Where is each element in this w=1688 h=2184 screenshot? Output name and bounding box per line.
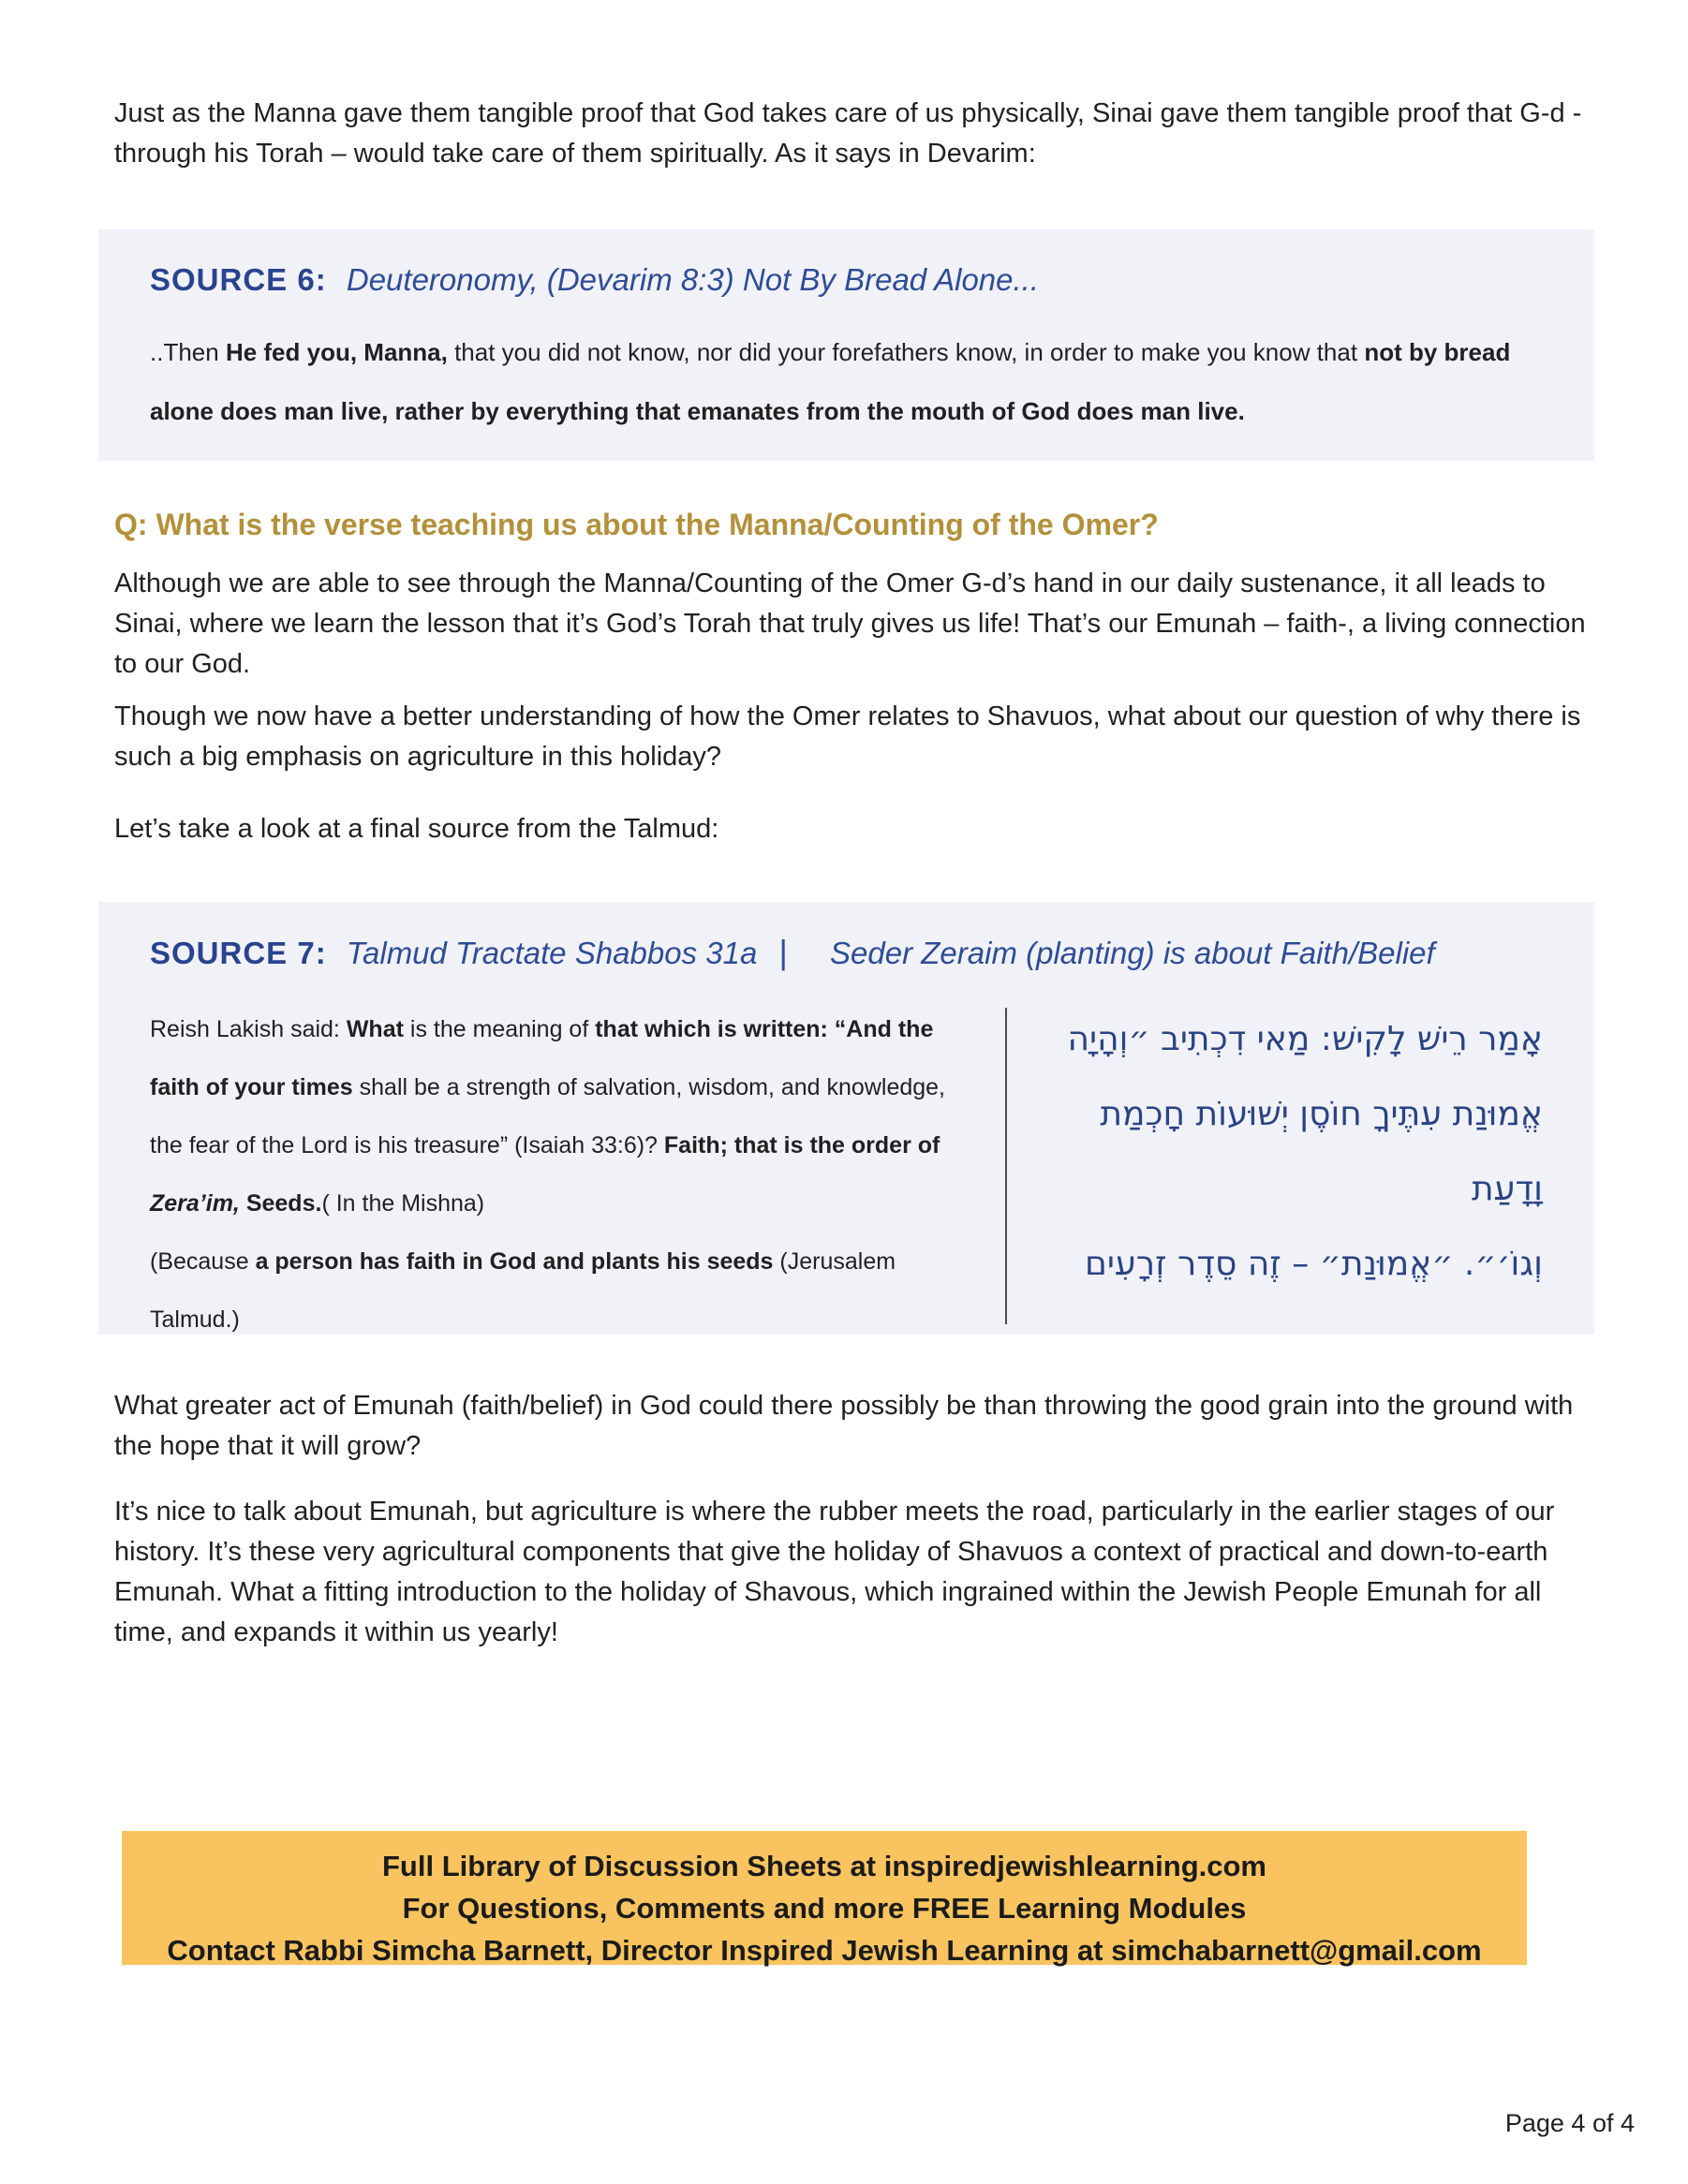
source7-english-text: Reish Lakish said: What is the meaning of that which is written: “And the faith of your times shall be a strength of salvation, wisdom, and knowledge, the fear of the Lord is his treasure” (Isaiah 33:6)? Faith; that is the order of Zera’im, Seeds.( In the Mishna) (Because a person has faith in God and plants his seeds (Jerusalem Talmud.) (150, 1016, 945, 1333)
source7-label: SOURCE 7: (150, 936, 327, 970)
contact-line-library: Full Library of Discussion Sheets at inspiredjewishlearning.com (381, 1850, 1266, 1882)
source7-hebrew-text (1046, 1000, 1543, 1349)
paragraph-what-greater: What greater act of Emunah (faith/belief) in God could there possibly be than throwing the good grain into the ground with the hope that it will grow? (114, 1391, 1574, 1461)
source6-title: Deuteronomy, (Devarim 8:3) Not By Bread Alone... (346, 262, 1040, 297)
hebrew-line-3: וְגוֹ׳״. ״אֱמוּנַת״ – זֶה סֵדֶר זְרָעִים (1084, 1245, 1543, 1283)
source7-columns (150, 1000, 1543, 1349)
paragraph-intro: Just as the Manna gave them tangible proof that God takes care of us physically, Sinai gave them tangible proof that G-d - through his Torah – would take care of them spiritually. As it says in Devarim: (114, 98, 1582, 169)
paragraph-although: Although we are able to see through the Manna/Counting of the Omer G-d’s hand in our daily sustenance, it all leads to Sinai, where we learn the lesson that it’s God’s Torah that truly gives us life! That’s our Emunah – faith-, a living connection to our God. (114, 568, 1586, 679)
source6-header (150, 261, 1543, 299)
column-divider-line (1005, 1008, 1007, 1324)
source7-title-left: Talmud Tractate Shabbos 31a (346, 936, 758, 970)
paragraph-its-nice: It’s nice to talk about Emunah, but agriculture is where the rubber meets the road, particularly in the earlier stages of our history. It’s these very agricultural components that give the holiday of Shavuos a context of practical and down-to-earth Emunah. What a fitting introduction to the holiday of Shavous, which ingrained within the Jewish People Emunah for all time, and expands it within us yearly! (114, 1497, 1555, 1647)
source7-header (150, 934, 1543, 972)
source7-box (98, 902, 1594, 1335)
page-number: Page 4 of 4 (1504, 2109, 1635, 2137)
paragraph-lets-take: Let’s take a look at a final source from the Talmud: (114, 814, 719, 844)
hebrew-line-1: אָמַר רֵישׁ לָקִישׁ: מַאי דִכְתִיב ״וְהָיָה (1067, 1020, 1543, 1058)
source7-title-right: Seder Zeraim (planting) is about Faith/Belief (830, 936, 1435, 970)
contact-line-questions: For Questions, Comments and more FREE Learning Modules (402, 1892, 1247, 1925)
source6-text: ..Then He fed you, Manna, that you did not know, nor did your forefathers know, in order to make you know that not by bread alone does man live, rather by everything that emanates from the mouth of God does man live. (150, 338, 1511, 425)
source6-label: SOURCE 6: (150, 262, 327, 297)
paragraph-though: Though we now have a better understanding of how the Omer relates to Shavuos, what about our question of why there is such a big emphasis on agriculture in this holiday? (114, 701, 1581, 772)
header-divider-bar: | (778, 933, 788, 971)
contact-banner (122, 1831, 1527, 1965)
contact-line-email: Contact Rabbi Simcha Barnett, Director Inspired Jewish Learning at simchabarnett@gmail.com (167, 1934, 1482, 1967)
source6-box (98, 229, 1594, 461)
hebrew-line-2: אֱמוּנַת עִתֶּיךָ חוֹסֶן יְשׁוּעוֹת חָכְמַת וָדָעַת (1100, 1095, 1543, 1208)
question-heading: Q: What is the verse teaching us about the Manna/Counting of the Omer? (114, 508, 1159, 541)
